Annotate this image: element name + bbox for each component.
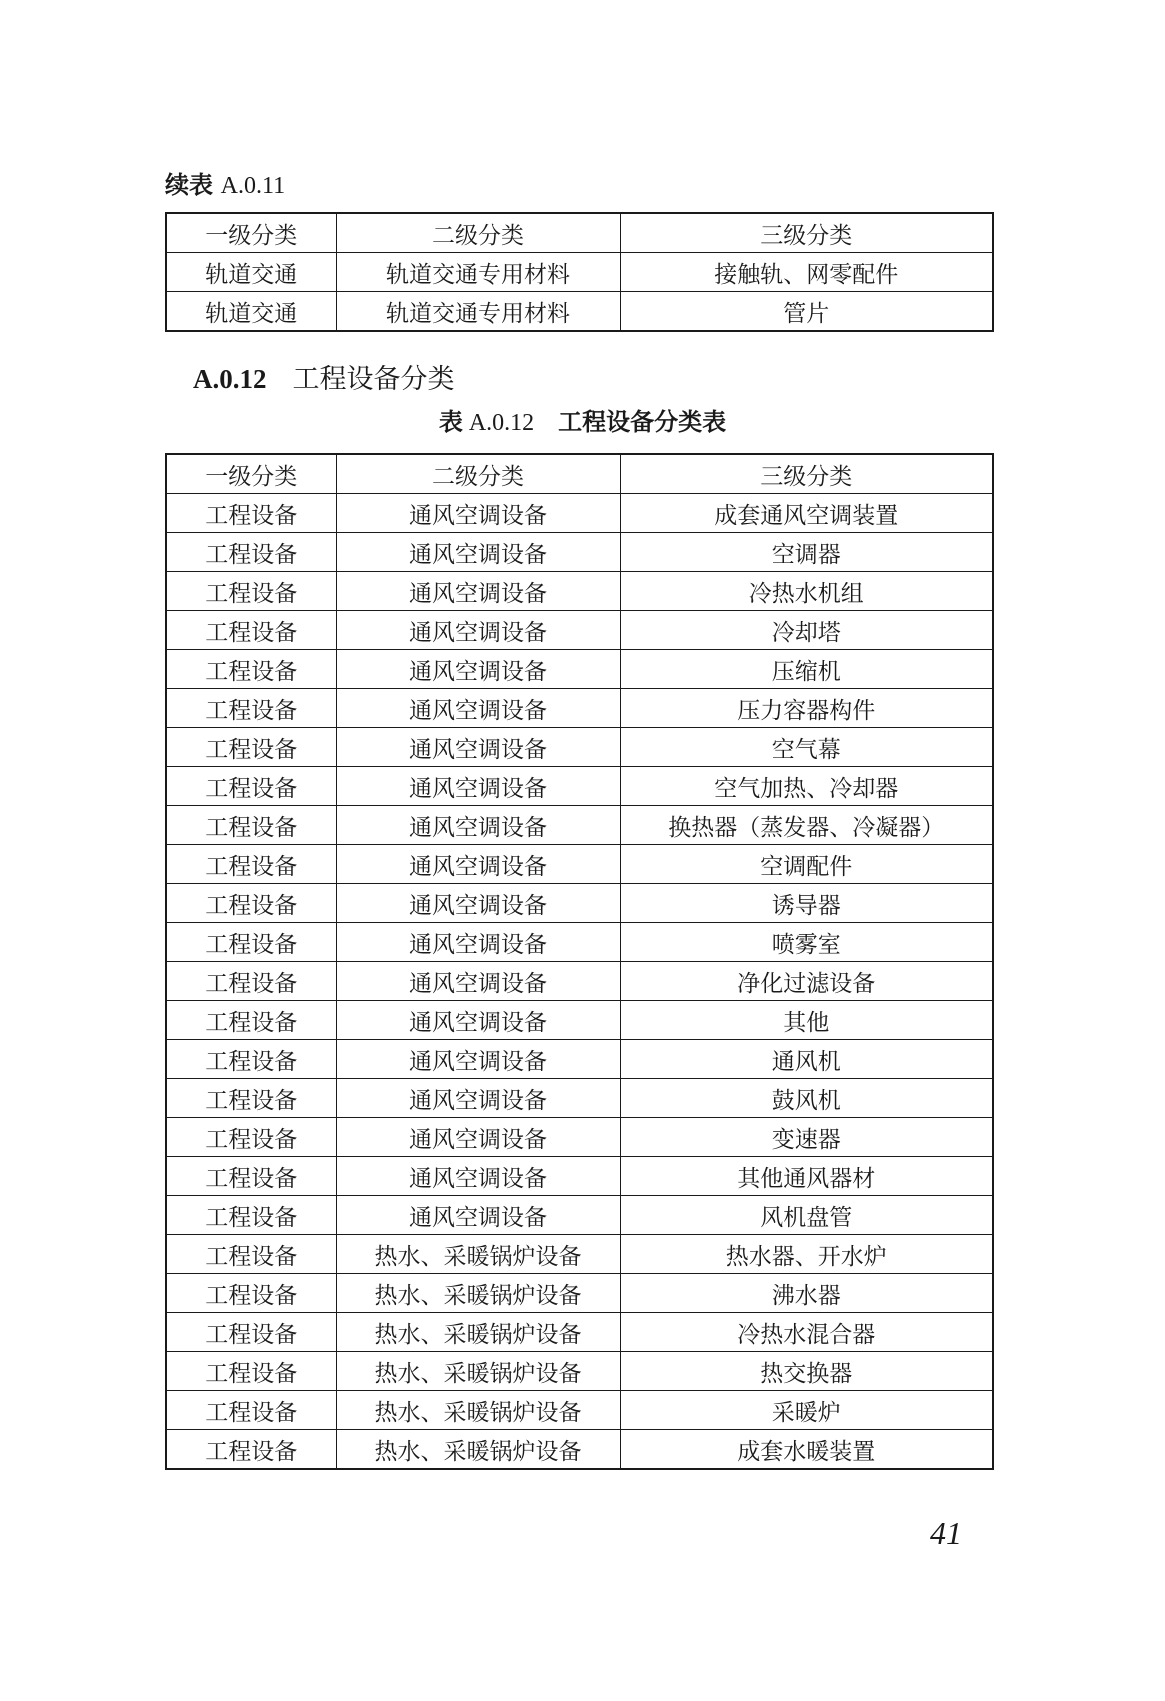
table-cell: 工程设备	[166, 1040, 336, 1079]
table-cell: 轨道交通	[166, 292, 336, 332]
table-cell: 工程设备	[166, 923, 336, 962]
table-row	[166, 1391, 993, 1430]
table-cell: 工程设备	[166, 767, 336, 806]
table-cell: 通风空调设备	[336, 689, 620, 728]
table-caption-number: A.0.12	[468, 410, 535, 436]
table-cell: 通风空调设备	[336, 923, 620, 962]
table-cell: 通风空调设备	[336, 650, 620, 689]
table-cell: 工程设备	[166, 1430, 336, 1470]
header-row	[166, 454, 993, 494]
equipment-classification-table	[165, 453, 994, 1470]
table-cell: 工程设备	[166, 533, 336, 572]
table-cell: 诱导器	[620, 884, 993, 923]
table-cell: 工程设备	[166, 884, 336, 923]
table-cell: 热水、采暖锅炉设备	[336, 1274, 620, 1313]
table-row	[166, 806, 993, 845]
table-cell: 热水、采暖锅炉设备	[336, 1313, 620, 1352]
table-cell: 轨道交通专用材料	[336, 292, 620, 332]
table-cell: 工程设备	[166, 1313, 336, 1352]
table-row	[166, 1118, 993, 1157]
table-cell: 压缩机	[620, 650, 993, 689]
table-cell: 冷却塔	[620, 611, 993, 650]
table-row	[166, 884, 993, 923]
table-row	[166, 767, 993, 806]
table-cell: 成套水暖装置	[620, 1430, 993, 1470]
table-cell: 空气加热、冷却器	[620, 767, 993, 806]
table-cell: 空气幕	[620, 728, 993, 767]
table-cell: 工程设备	[166, 689, 336, 728]
table-row	[166, 923, 993, 962]
table-cell: 热交换器	[620, 1352, 993, 1391]
table-cell: 工程设备	[166, 1157, 336, 1196]
section-heading	[193, 362, 455, 397]
table-cell: 工程设备	[166, 650, 336, 689]
continued-table	[165, 212, 994, 332]
table-row	[166, 1235, 993, 1274]
continued-table-caption	[165, 170, 285, 201]
table-cell: 通风空调设备	[336, 1079, 620, 1118]
table-cell: 通风空调设备	[336, 1157, 620, 1196]
table-cell: 沸水器	[620, 1274, 993, 1313]
table-row	[166, 689, 993, 728]
table-cell: 成套通风空调装置	[620, 494, 993, 533]
table-cell: 热水、采暖锅炉设备	[336, 1430, 620, 1470]
table-cell: 工程设备	[166, 1118, 336, 1157]
table-cell: 工程设备	[166, 494, 336, 533]
table-row	[166, 650, 993, 689]
table-cell: 通风空调设备	[336, 572, 620, 611]
table-row	[166, 1196, 993, 1235]
table-row	[166, 292, 993, 332]
column-header: 一级分类	[166, 213, 336, 253]
table-row	[166, 962, 993, 1001]
table-cell: 通风空调设备	[336, 845, 620, 884]
table-cell: 工程设备	[166, 1391, 336, 1430]
continued-caption-number: A.0.11	[220, 173, 286, 199]
table-cell: 工程设备	[166, 1235, 336, 1274]
table-cell: 冷热水混合器	[620, 1313, 993, 1352]
table-cell: 通风空调设备	[336, 806, 620, 845]
table-row	[166, 1040, 993, 1079]
table-cell: 通风空调设备	[336, 611, 620, 650]
table-cell: 通风空调设备	[336, 533, 620, 572]
table-cell: 其他	[620, 1001, 993, 1040]
table-cell: 接触轨、网零配件	[620, 253, 993, 292]
table-caption-title: 工程设备分类表	[558, 408, 727, 436]
column-header: 二级分类	[336, 213, 620, 253]
section-number: A.0.12	[193, 364, 267, 394]
page-number: 41	[930, 1515, 962, 1551]
table-row	[166, 1157, 993, 1196]
table-row	[166, 253, 993, 292]
table-cell: 换热器（蒸发器、冷凝器）	[620, 806, 993, 845]
table-cell: 其他通风器材	[620, 1157, 993, 1196]
table-row	[166, 845, 993, 884]
table-cell: 工程设备	[166, 1196, 336, 1235]
column-header: 一级分类	[166, 454, 336, 494]
table-caption-prefix: 表	[438, 408, 463, 436]
table-cell: 热水、采暖锅炉设备	[336, 1391, 620, 1430]
table-cell: 鼓风机	[620, 1079, 993, 1118]
table-row	[166, 1352, 993, 1391]
table-cell: 净化过滤设备	[620, 962, 993, 1001]
table-row	[166, 572, 993, 611]
table-cell: 采暖炉	[620, 1391, 993, 1430]
table-row	[166, 1430, 993, 1470]
table-cell: 轨道交通专用材料	[336, 253, 620, 292]
table-row	[166, 728, 993, 767]
table-row	[166, 1079, 993, 1118]
table-cell: 通风空调设备	[336, 884, 620, 923]
table-cell: 热水器、开水炉	[620, 1235, 993, 1274]
table-row	[166, 1274, 993, 1313]
table-cell: 工程设备	[166, 611, 336, 650]
table-row	[166, 494, 993, 533]
table-cell: 工程设备	[166, 572, 336, 611]
table-cell: 工程设备	[166, 728, 336, 767]
section-title: 工程设备分类	[292, 364, 455, 395]
table-cell: 风机盘管	[620, 1196, 993, 1235]
column-header: 二级分类	[336, 454, 620, 494]
table-cell: 通风空调设备	[336, 1040, 620, 1079]
table-cell: 通风机	[620, 1040, 993, 1079]
table-cell: 压力容器构件	[620, 689, 993, 728]
table-cell: 通风空调设备	[336, 767, 620, 806]
continued-caption-prefix: 续表	[165, 171, 213, 199]
table-cell: 工程设备	[166, 845, 336, 884]
table-cell: 喷雾室	[620, 923, 993, 962]
table-cell: 空调器	[620, 533, 993, 572]
table-cell: 通风空调设备	[336, 728, 620, 767]
column-header: 三级分类	[620, 454, 993, 494]
table-cell: 通风空调设备	[336, 1001, 620, 1040]
table-row	[166, 611, 993, 650]
table-cell: 工程设备	[166, 806, 336, 845]
table-row	[166, 1001, 993, 1040]
table-cell: 变速器	[620, 1118, 993, 1157]
table-cell: 热水、采暖锅炉设备	[336, 1235, 620, 1274]
table-cell: 工程设备	[166, 1274, 336, 1313]
column-header: 三级分类	[620, 213, 993, 253]
table-cell: 热水、采暖锅炉设备	[336, 1352, 620, 1391]
table-row	[166, 533, 993, 572]
table-cell: 工程设备	[166, 1352, 336, 1391]
table-cell: 通风空调设备	[336, 1196, 620, 1235]
table-cell: 管片	[620, 292, 993, 332]
equipment-table-caption	[0, 407, 1165, 438]
table-cell: 工程设备	[166, 962, 336, 1001]
table-cell: 冷热水机组	[620, 572, 993, 611]
header-row	[166, 213, 993, 253]
table-cell: 通风空调设备	[336, 962, 620, 1001]
table-cell: 通风空调设备	[336, 494, 620, 533]
table-cell: 通风空调设备	[336, 1118, 620, 1157]
table-cell: 工程设备	[166, 1079, 336, 1118]
table-cell: 工程设备	[166, 1001, 336, 1040]
table-cell: 空调配件	[620, 845, 993, 884]
table-row	[166, 1313, 993, 1352]
table-cell: 轨道交通	[166, 253, 336, 292]
